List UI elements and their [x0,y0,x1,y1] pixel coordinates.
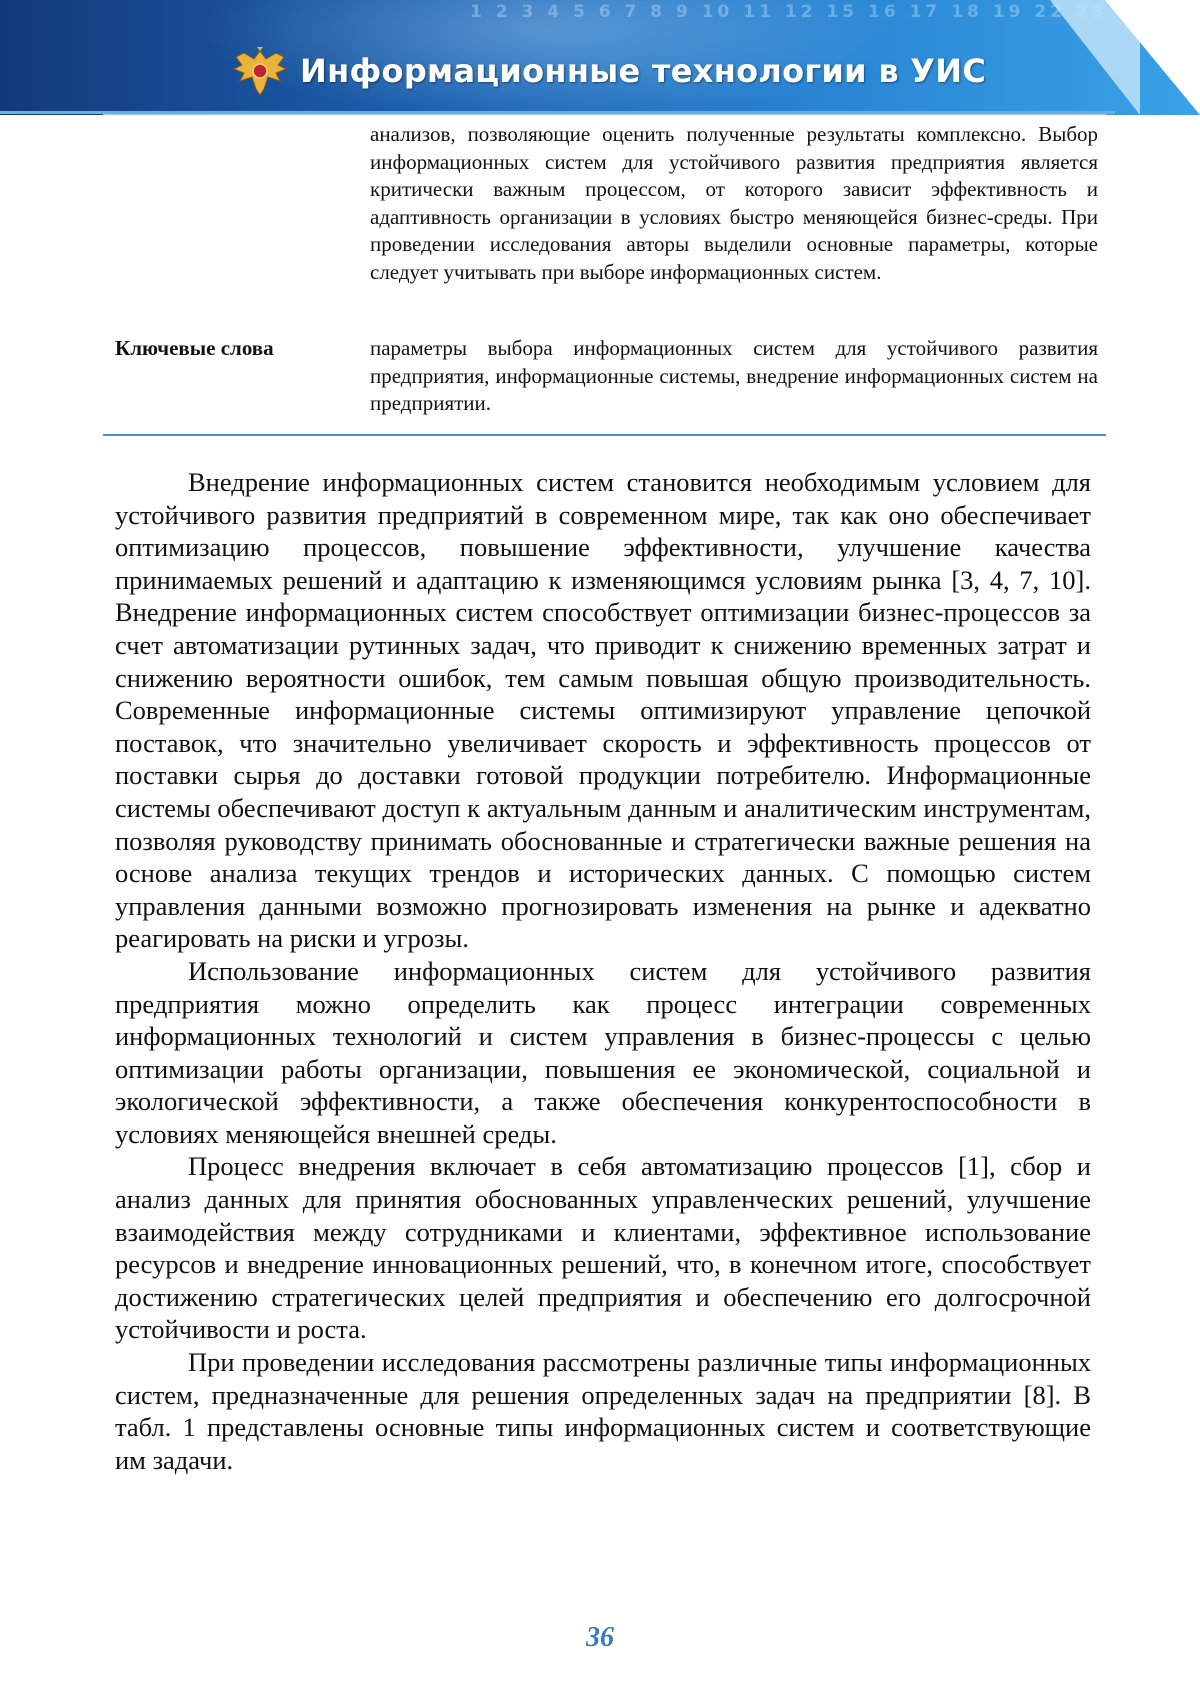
keywords-text: параметры выбора информационных систем для устойчивого развития предприятия, информационные системы, внедрение информационных систем на предприятии. [370,335,1098,418]
abstract-text: анализов, позволяющие оценить полученные результаты комплексно. Выбор информационных систем для устойчивого развития предприятия является критически важным процессом, от которого зависит эффективность и адаптивность организации в условиях быстро меняющейся бизнес-среды. При проведении исследования авторы выделили основные параметры, которые следует учитывать при выборе информационных систем. [370,121,1098,286]
body-paragraph: Процесс внедрения включает в себя автоматизацию процессов [1], сбор и анализ данных для принятия обоснованных управленческих решений, улучшение взаимодействия между сотрудниками и клиентами, эффективное использование ресурсов и внедрение инновационных решений, что, в конечном итоге, способствует достижению стратегических целей предприятия и обеспечению его долгосрочной устойчивости и роста. [115,1150,1091,1346]
header-decorative-numbers: 1 2 3 4 5 6 7 8 9 10 11 12 15 16 17 18 19 22 23 24 [470,2,1149,22]
header-corner-cut [1105,0,1200,115]
body-paragraph: Использование информационных систем для устойчивого развития предприятия можно определить как процесс интеграции современных информационных технологий и систем управления в бизнес-процессы с целью оптимизации работы организации, повышения ее экономической, социальной и экологической эффективности, а также обеспечения конкурентоспособности в условиях меняющейся внешней среды. [115,955,1091,1151]
journal-header-banner [0,0,1200,115]
abstract-top-rule [103,114,1106,115]
journal-title: Информационные технологии в УИС [300,52,986,90]
article-body [115,466,1091,1476]
fsin-eagle-emblem-icon [230,45,290,99]
keywords-label: Ключевые слова [115,335,274,363]
body-paragraph: При проведении исследования рассмотрены различные типы информационных систем, предназначенные для решения определенных задач на предприятии [8]. В табл. 1 представлены основные типы информационных систем и соответствующие им задачи. [115,1346,1091,1476]
page-number: 36 [0,1622,1200,1654]
abstract-bottom-rule [103,434,1106,436]
body-paragraph: Внедрение информационных систем становится необходимым условием для устойчивого развития предприятий в современном мире, так как оно обеспечивает оптимизацию процессов, повышение эффективности, улучшение качества принимаемых решений и адаптацию к изменяющимся условиям рынка [3, 4, 7, 10]. Внедрение информационных систем способствует оптимизации бизнес-процессов за счет автоматизации рутинных задач, что приводит к снижению временных затрат и снижению вероятности ошибок, тем самым повышая общую производительность. Современные информационные системы оптимизируют управление цепочкой поставок, что значительно увеличивает скорость и эффективность процессов от поставки сырья до доставки готовой продукции потребителю. Информационные системы обеспечивают доступ к актуальным данным и аналитическим инструментам, позволяя руководству принимать обоснованные и стратегически важные решения на основе анализа текущих трендов и исторических данных. С помощью систем управления данными возможно прогнозировать изменения на рынке и адекватно реагировать на риски и угрозы. [115,466,1091,955]
